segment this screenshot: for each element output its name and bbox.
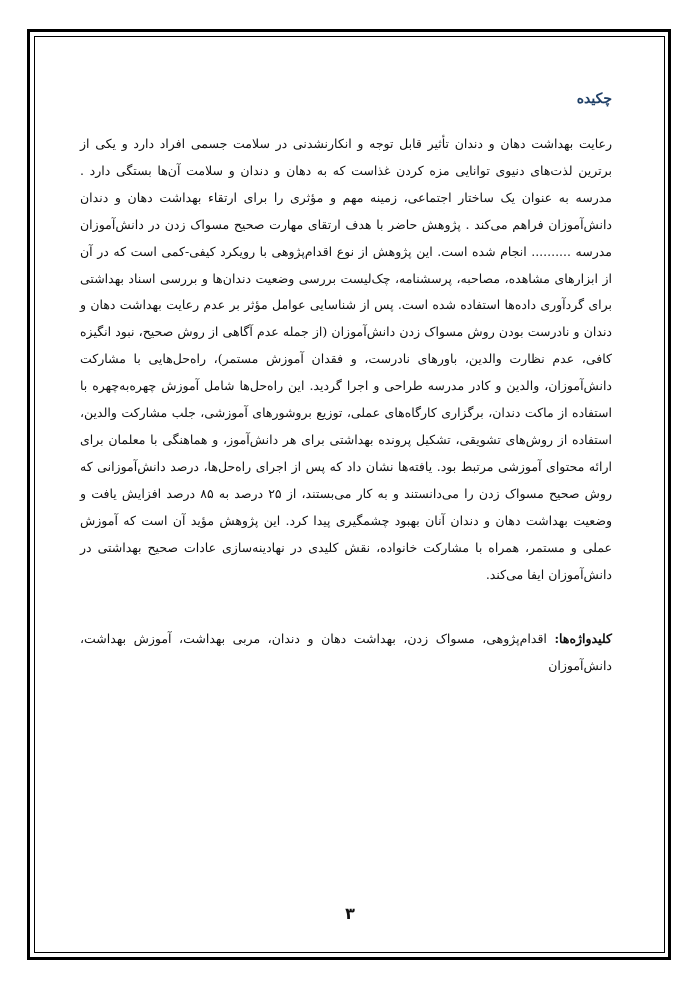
abstract-paragraph: رعایت بهداشت دهان و دندان تأثیر قابل توجه و انکارنشدنی در سلامت جسمی افراد دارد و یکی از برترین لذت‌های دنیوی توانایی مزه کردن غذاست که به دهان و دندان و سلامت آن‌ها بستگی دارد . مدرسه به عنوان یک ساختار اجتماعی، زمینه مهم و مؤثری را برای ارتقاء بهداشت دهان و دندان دانش‌آموزان فراهم می‌کند . پژوهش حاضر با هدف ارتقای مهارت صحیح مسواک زدن در دانش‌آموزان مدرسه .......... انجام شده است. این پژوهش از نوع اقدام‌پژوهی با رویکرد کیفی-کمی است که در آن از ابزارهای مشاهده، مصاحبه، پرسشنامه، چک‌لیست بررسی وضعیت دندان‌ها و بررسی اسناد بهداشتی برای گردآوری داده‌ها استفاده شده است. پس از شناسایی عوامل مؤثر بر عدم رعایت بهداشت دهان و دندان و نادرست بودن روش مسواک زدن دانش‌آموزان (از جمله عدم آگاهی از روش صحیح، نبود انگیزه کافی، عدم نظارت والدین، باورهای نادرست، و فقدان آموزش مستمر)، راه‌حل‌هایی با مشارکت دانش‌آموزان، والدین و کادر مدرسه طراحی و اجرا گردید. این راه‌حل‌ها شامل آموزش چهره‌به‌چهره با استفاده از ماکت دندان، برگزاری کارگاه‌های عملی، توزیع بروشورهای آموزشی، جلب مشارکت والدین، استفاده از روش‌های تشویقی، تشکیل پرونده بهداشتی برای هر دانش‌آموز، و هماهنگی با معلمان برای ارائه محتوای آموزشی مرتبط بود. یافته‌ها نشان داد که پس از اجرای راه‌حل‌ها، درصد دانش‌آموزانی که روش صحیح مسواک زدن را می‌دانستند و به کار می‌بستند، از ۲۵ درصد به ۸۵ درصد افزایش یافت و وضعیت بهداشت دهان و دندان آنان بهبود چشمگیری پیدا کرد. این پژوهش مؤید آن است که آموزش عملی و مستمر، همراه با مشارکت خانواده، نقش کلیدی در نهادینه‌سازی عادات صحیح بهداشتی در دانش‌آموزان ایفا می‌کند. [80,136,612,582]
abstract-heading: چکیده [576,91,612,107]
keywords-label: کلیدواژه‌ها: [554,631,612,647]
page-number: ۳ [345,904,355,923]
keywords-text: اقدام‌پژوهی، مسواک زدن، بهداشت دهان و دندان، مربی بهداشت، آموزش بهداشت، دانش‌آموزان [80,631,612,674]
document-body [80,88,612,679]
keywords-section [80,625,612,679]
